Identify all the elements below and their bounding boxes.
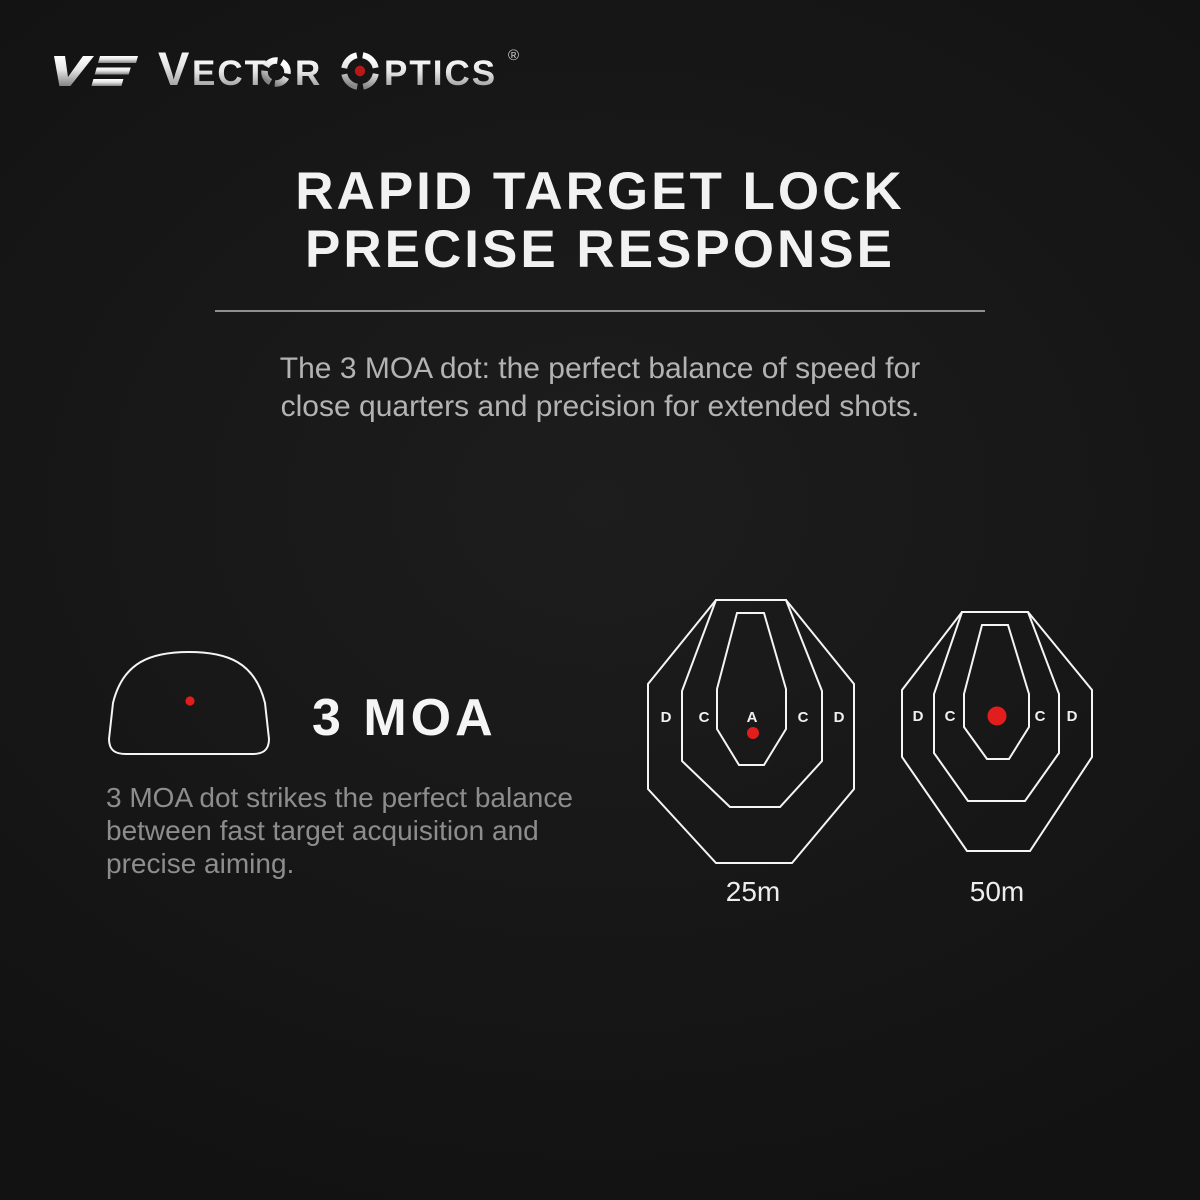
- zone-letter-c-left: C: [698, 709, 710, 726]
- zone-letter-c-left: C: [944, 708, 956, 725]
- reticle-o-icon: [336, 47, 384, 95]
- zone-letter-d-left: D: [660, 709, 672, 726]
- ipsc-target-50m: [900, 609, 1096, 855]
- aim-dot-50m: [988, 707, 1007, 726]
- zone-outline-c: [934, 612, 1059, 801]
- zone-letter-c-right: C: [797, 709, 809, 726]
- aim-dot-25m: [747, 727, 759, 739]
- zone-outline-d: [902, 612, 1092, 851]
- headline-line2: PRECISE RESPONSE: [305, 220, 895, 279]
- ipsc-target-25m: [645, 594, 861, 870]
- headline-line1: RAPID TARGET LOCK: [295, 162, 905, 221]
- brand-logo: [18, 18, 538, 98]
- zone-letter-a: A: [746, 709, 758, 726]
- zone-letter-d-left: D: [912, 708, 924, 725]
- zone-letter-d-right: D: [1066, 708, 1078, 725]
- logo-text-ect: ECT: [192, 54, 268, 93]
- zone-outline-c: [682, 600, 822, 807]
- ve-mark-icon: [45, 56, 138, 86]
- feature-description-line1: 3 MOA dot strikes the perfect balance: [106, 782, 573, 813]
- zone-outline-a: [717, 613, 786, 765]
- zone-outline-a: [964, 625, 1029, 759]
- registered-mark: ®: [508, 47, 520, 64]
- sight-red-dot: [185, 696, 194, 705]
- divider: [215, 310, 985, 312]
- feature-title: 3 MOA: [312, 689, 497, 747]
- target-distance-25m: 25m: [725, 876, 781, 907]
- zone-letter-d-right: D: [833, 709, 845, 726]
- zone-letter-c-right: C: [1034, 708, 1046, 725]
- intro-copy: [0, 350, 1200, 426]
- target-distance-50m: 50m: [969, 876, 1025, 907]
- feature-description-line2: between fast target acquisition and: [106, 815, 539, 846]
- logo-text-v: V: [158, 42, 192, 95]
- logo-red-dot: [355, 66, 365, 76]
- feature-description: [106, 781, 573, 880]
- sight-window-illustration: [103, 645, 275, 759]
- intro-line2: close quarters and precision for extended shots.: [280, 390, 920, 423]
- headline: [0, 163, 1200, 279]
- intro-line1: The 3 MOA dot: the perfect balance of speed for: [279, 352, 921, 385]
- feature-description-line3: precise aiming.: [106, 848, 295, 879]
- logo-text-r: R: [295, 54, 321, 93]
- logo-text-ptics: PTICS: [384, 54, 498, 93]
